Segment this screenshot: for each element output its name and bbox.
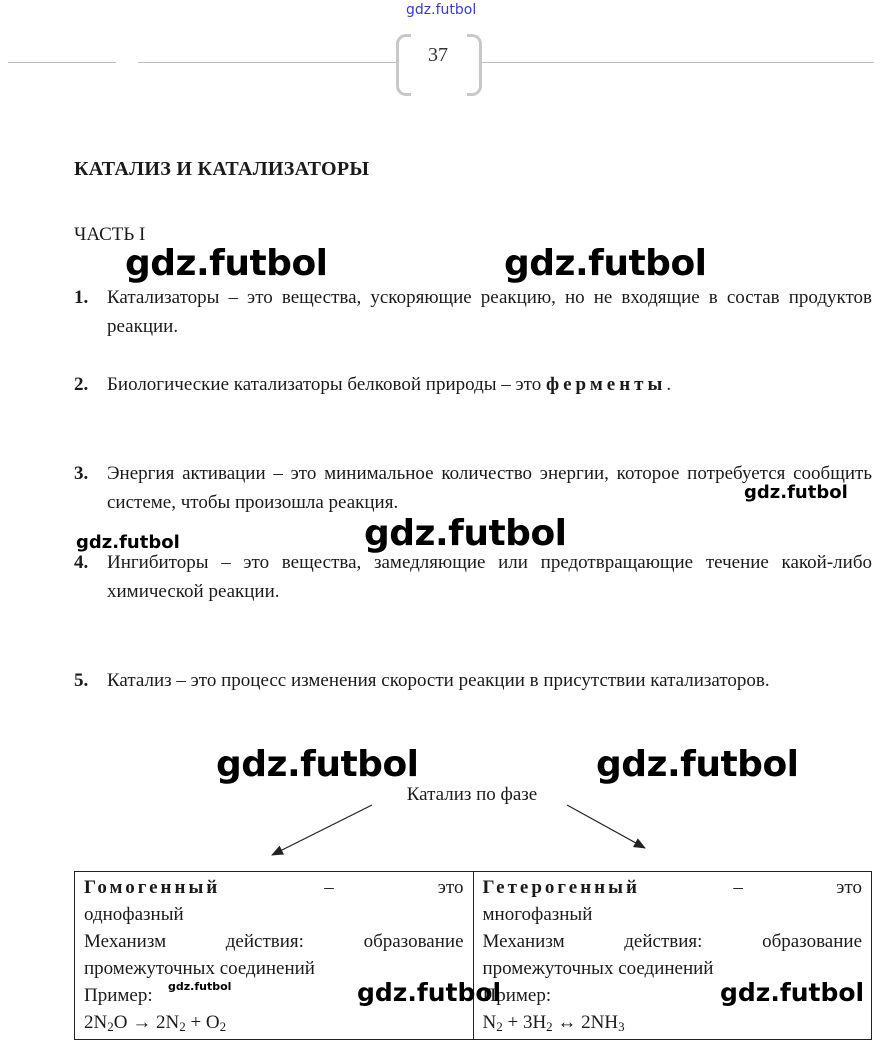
item-number: 2. bbox=[74, 374, 89, 395]
catalysis-table bbox=[74, 871, 872, 1040]
answer-term: ферменты bbox=[545, 374, 667, 395]
item-number: 3. bbox=[74, 463, 89, 484]
watermark: gdz.futbol bbox=[125, 243, 328, 284]
page-number: 37 bbox=[428, 44, 448, 66]
watermark: gdz.futbol bbox=[720, 978, 865, 1007]
watermark: gdz.futbol bbox=[168, 980, 232, 993]
dash: – bbox=[324, 877, 334, 898]
arrow-left bbox=[272, 805, 372, 855]
example-equation: $N_2 + 3H_2$ ↔ $2NH_3$ bbox=[482, 1012, 625, 1034]
arrow-right bbox=[567, 805, 645, 848]
mechanism-line-2: промежуточных соединений bbox=[84, 958, 315, 979]
watermark: gdz.futbol bbox=[216, 744, 419, 785]
example-label: Пример: bbox=[84, 985, 153, 1006]
item-number: 5. bbox=[74, 670, 89, 691]
mechanism-line-1: Механизм действия: образование bbox=[84, 931, 464, 952]
page-title: КАТАЛИЗ И КАТАЛИЗАТОРЫ bbox=[74, 158, 370, 180]
homogeneous-definition: однофазный bbox=[84, 904, 184, 925]
watermark: gdz.futbol bbox=[596, 744, 799, 785]
item-text: Катализ – это процесс изменения скорости реакции в присутствии катализаторов. bbox=[107, 670, 770, 691]
homogeneous-term: Гомогенный bbox=[84, 877, 221, 898]
part-heading: ЧАСТЬ I bbox=[74, 224, 146, 245]
dash: – bbox=[733, 877, 743, 898]
mechanism-line-2: промежуточных соединений bbox=[482, 958, 714, 979]
item-text-before: Биологические катализаторы белковой природы – это bbox=[107, 374, 546, 395]
heterogeneous-term: Гетерогенный bbox=[482, 877, 640, 898]
example-label: Пример: bbox=[482, 985, 552, 1006]
item-number: 4. bbox=[74, 552, 89, 573]
item-text: Ингибиторы – это вещества, замедляющие или предотвращающие течение какой-либо химической реакции. bbox=[107, 552, 872, 602]
item-text: Катализаторы – это вещества, ускоряющие реакцию, но не входящие в состав продуктов реакции. bbox=[107, 287, 872, 337]
item-text: Энергия активации – это минимальное количество энергии, которое потребуется сообщить системе, чтобы произошла реакция. bbox=[107, 463, 872, 513]
diagram-root-label: Катализ по фазе bbox=[406, 784, 538, 805]
example-equation: $2N_2O \to 2N_2 + O_2$ bbox=[84, 1012, 227, 1034]
heterogeneous-definition: многофазный bbox=[482, 904, 593, 925]
watermark: gdz.futbol bbox=[744, 482, 848, 503]
watermark: gdz.futbol bbox=[364, 513, 567, 554]
item-number: 1. bbox=[74, 287, 89, 308]
eto: это bbox=[836, 877, 862, 898]
mechanism-line-1: Механизм действия: образование bbox=[482, 931, 862, 952]
homogeneous-cell bbox=[75, 872, 474, 1040]
watermark: gdz.futbol bbox=[357, 978, 502, 1007]
item-text-after: . bbox=[666, 374, 672, 395]
eto: это bbox=[437, 877, 464, 898]
watermark-top: gdz.futbol bbox=[406, 2, 477, 18]
watermark: gdz.futbol bbox=[504, 243, 707, 284]
watermark: gdz.futbol bbox=[76, 532, 180, 553]
heterogeneous-cell bbox=[473, 872, 872, 1040]
